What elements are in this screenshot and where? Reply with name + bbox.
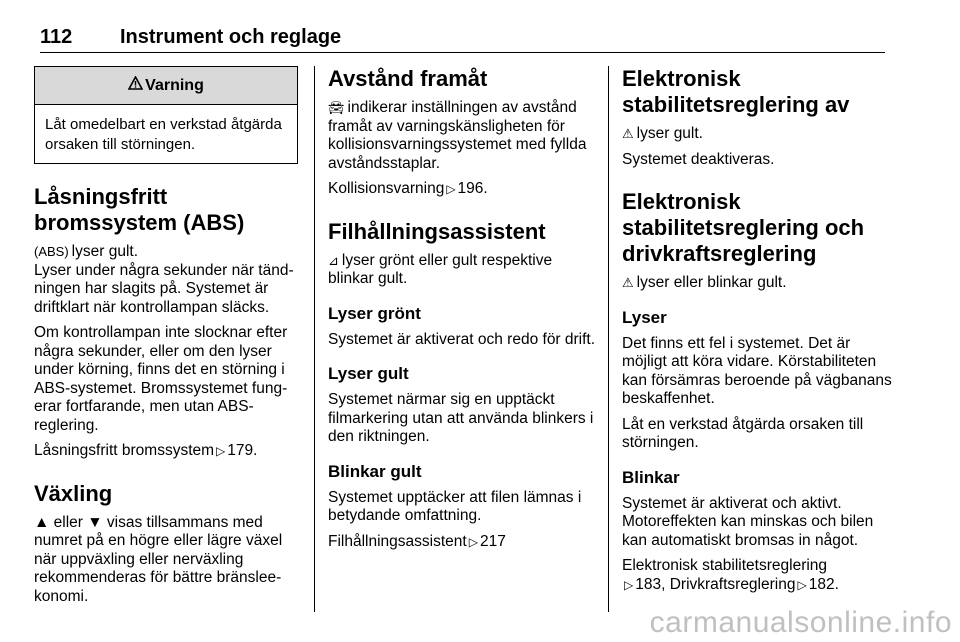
warning-triangle-icon [128, 67, 143, 104]
lane-reference: Filhållningsassistent ▷ 217 [328, 532, 506, 550]
heading-blinks: Blinkar [622, 467, 680, 487]
warning-text: Låt omedelbart en verkstad åtgärda orsaken till störningen. [45, 116, 282, 153]
warning-box [34, 66, 298, 164]
abs-reference: Låsningsfritt bromssystem ▷ 179. [34, 442, 258, 459]
blinks-paragraph: Systemet är aktiverat och aktivt. Motoreffekten kan minskas och bilen kan automatiskt bromsas in något. [622, 494, 874, 549]
esc-skid-icon: ⚠︎ [622, 275, 634, 290]
esc-off-icon: ⚠︎ [622, 126, 634, 141]
lane-paragraph: ⊿ lyser grönt eller gult respektive blinkar gult. [328, 251, 553, 287]
heading-gear: Växling [34, 480, 113, 506]
esc-off-paragraph: Systemet deaktiveras. [622, 150, 775, 168]
esc-lamp-line: ⚠︎ lyser eller blinkar gult. [622, 274, 787, 291]
heading-distance: Avstånd framåt [328, 66, 488, 91]
page-number: 112 [40, 26, 73, 48]
page-ref-arrow-icon: ▷ [216, 444, 226, 458]
page-ref-arrow-icon: ▷ [468, 534, 478, 549]
warning-title: Varning [145, 77, 204, 94]
column-1 [34, 66, 300, 606]
distance-paragraph: 🚘︎ indikerar inställningen av avstånd framåt av varningskänsligheten för kollisionsvarningssystemet med fyllda avståndsstaplar. [328, 99, 587, 172]
esc-off-lamp-line: ⚠︎ lyser gult. [622, 125, 703, 142]
heading-blink-yellow: Blinkar gult [328, 461, 422, 481]
heading-lit-yellow: Lyser gult [328, 364, 409, 383]
abs-lamp-line: (ABS) lyser gult. [34, 243, 139, 260]
page-header [40, 22, 885, 53]
column-3 [622, 66, 892, 594]
lit-paragraph-2: Låt en verkstad åtgärda orsaken till störningen. [622, 415, 864, 451]
abs-icon: (ABS) [34, 244, 69, 259]
heading-esc-off: Elektronisk stabilitetsreglering av [622, 66, 850, 117]
heading-lit-green: Lyser grönt [328, 303, 421, 323]
esc-reference: Elektronisk stabilitetsreglering ▷ 183, Drivkraftsreglering ▷ 182. [622, 557, 839, 593]
distance-reference: Kollisionsvarning ▷ 196. [328, 180, 488, 197]
watermark: carmanualsonline.info [649, 606, 952, 639]
blink-paragraph: Systemet upptäcker att filen lämnas i betydande omfattning. [328, 488, 582, 524]
column-divider [314, 66, 315, 612]
heading-lit: Lyser [622, 307, 667, 327]
heading-esc-tcs: Elektronisk stabilitetsreglering och drivkraftsreglering [622, 189, 865, 266]
heading-abs: Låsningsfritt bromssystem (ABS) [34, 184, 245, 235]
page-ref-arrow-icon: ▷ [446, 182, 456, 196]
gear-paragraph: ▲ eller ▼ visas tillsammans med numret på en högre eller lägre växel när uppväxling eller nerväxling rekommenderas för bättre bränsleekonomi. [34, 513, 283, 605]
abs-paragraph-2: Om kontrollampan inte slocknar efter några sekunder, eller om den lyser under körning, finns det en störning i ABS-systemet. Bromssystemet fungerar fortfarande, men utan ABS-reglering. [34, 324, 288, 434]
warning-header [35, 67, 297, 105]
page-ref-arrow-icon: ▷ [624, 577, 634, 592]
heading-lane-assist: Filhållningsassistent [328, 218, 546, 244]
yellow-paragraph: Systemet närmar sig en upptäckt filmarkering utan att använda blinkers i den riktningen. [328, 391, 594, 445]
car-distance-icon: 🚘︎ [328, 100, 345, 115]
page-ref-arrow-icon: ▷ [797, 577, 807, 592]
abs-paragraph-1: Lyser under några sekunder när tändningen har slagits på. Systemet är driftklart när kontrollampan släcks. [34, 261, 294, 316]
lane-keep-icon: ⊿ [328, 252, 339, 268]
lit-paragraph-1: Det finns ett fel i systemet. Det är möjligt att köra vidare. Körstabiliteten kan försämras beroende på vägbanans beskaffenhet. [622, 334, 892, 407]
column-divider [608, 66, 609, 612]
column-2 [328, 66, 596, 551]
green-paragraph: Systemet är aktiverat och redo för drift. [328, 330, 596, 348]
chapter-title: Instrument och reglage [120, 26, 342, 48]
